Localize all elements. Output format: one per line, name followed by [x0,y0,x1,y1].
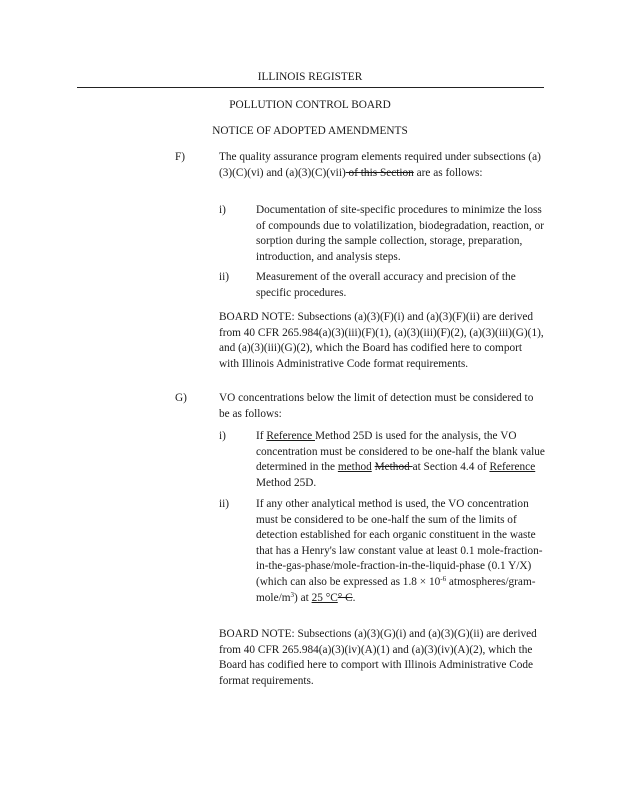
inserted-text: Reference [489,461,536,474]
section-g-item-ii-label: ii) [219,498,230,510]
deleted-text: Method [374,461,413,474]
board-title: POLLUTION CONTROL BOARD [229,99,391,111]
inserted-text: method [337,461,372,474]
register-title: ILLINOIS REGISTER [257,71,363,83]
deleted-text: ° C [337,591,353,604]
section-g-label: G) [175,392,187,404]
section-f-item-i-label: i) [219,204,226,216]
section-g-text: VO concentrations below the limit of detection must be considered to be as follows: [219,392,534,420]
section-f-item-i-text: Documentation of site-specific procedures to minimize the loss of compounds due to volatilization, biodegradation, reaction, or sorption during the sample collection, storage, preparation, introduction, and analysis steps. [256,204,544,263]
inserted-text: 25 °C [311,591,338,604]
section-f-text: The quality assurance program elements required under subsections (a)(3)(C)(vi) and (a)(3)(C)(vii) of this Section are as follows: [219,151,541,179]
section-f-board-note: BOARD NOTE: Subsections (a)(3)(F)(i) and (a)(3)(F)(ii) are derived from 40 CFR 265.984(a)(3)(iii)(F)(1), (a)(3)(iii)(F)(2), (a)(3)(iii)(G)(1), and (a)(3)(iii)(G)(2), which the Board has codified here to comport with Illinois Administrative Code format requirements. [219,311,544,370]
header-rule [77,87,544,88]
inserted-text: Reference [266,430,315,442]
section-g-item-i-text: If Reference Method 25D is used for the analysis, the VO concentration must be considered to be one-half the blank value determined in the method Method at Section 4.4 of Reference Method 25D. [256,430,545,489]
section-f-item-ii-text: Measurement of the overall accuracy and precision of the specific procedures. [256,271,516,299]
notice-title: NOTICE OF ADOPTED AMENDMENTS [212,125,408,137]
section-g-item-i-label: i) [219,430,226,442]
deleted-text: of this Section [345,166,414,179]
section-f-label: F) [175,151,186,163]
section-f-item-ii-label: ii) [219,271,230,283]
section-g-item-ii-text: If any other analytical method is used, the VO concentration must be considered to be one-half the sum of the limits of detection established for each organic constituent in the waste that has a Henry's law constant value at least 0.1 mole-fraction-in-the-gas-phase/mole-fraction-in-the-liquid-phase (0.1 Y/X) (which can also be expressed as $1.8 \times 10^{-6}$ atmospheres/$gram-mole/m^3$) at 25 °C° C. [256,498,543,604]
section-g-board-note: BOARD NOTE: Subsections (a)(3)(G)(i) and (a)(3)(G)(ii) are derived from 40 CFR 265.984(a)(3)(iv)(A)(1) and (a)(3)(iv)(A)(2), which the Board has codified here to comport with Illinois Administrative Code format requirements. [219,628,537,687]
